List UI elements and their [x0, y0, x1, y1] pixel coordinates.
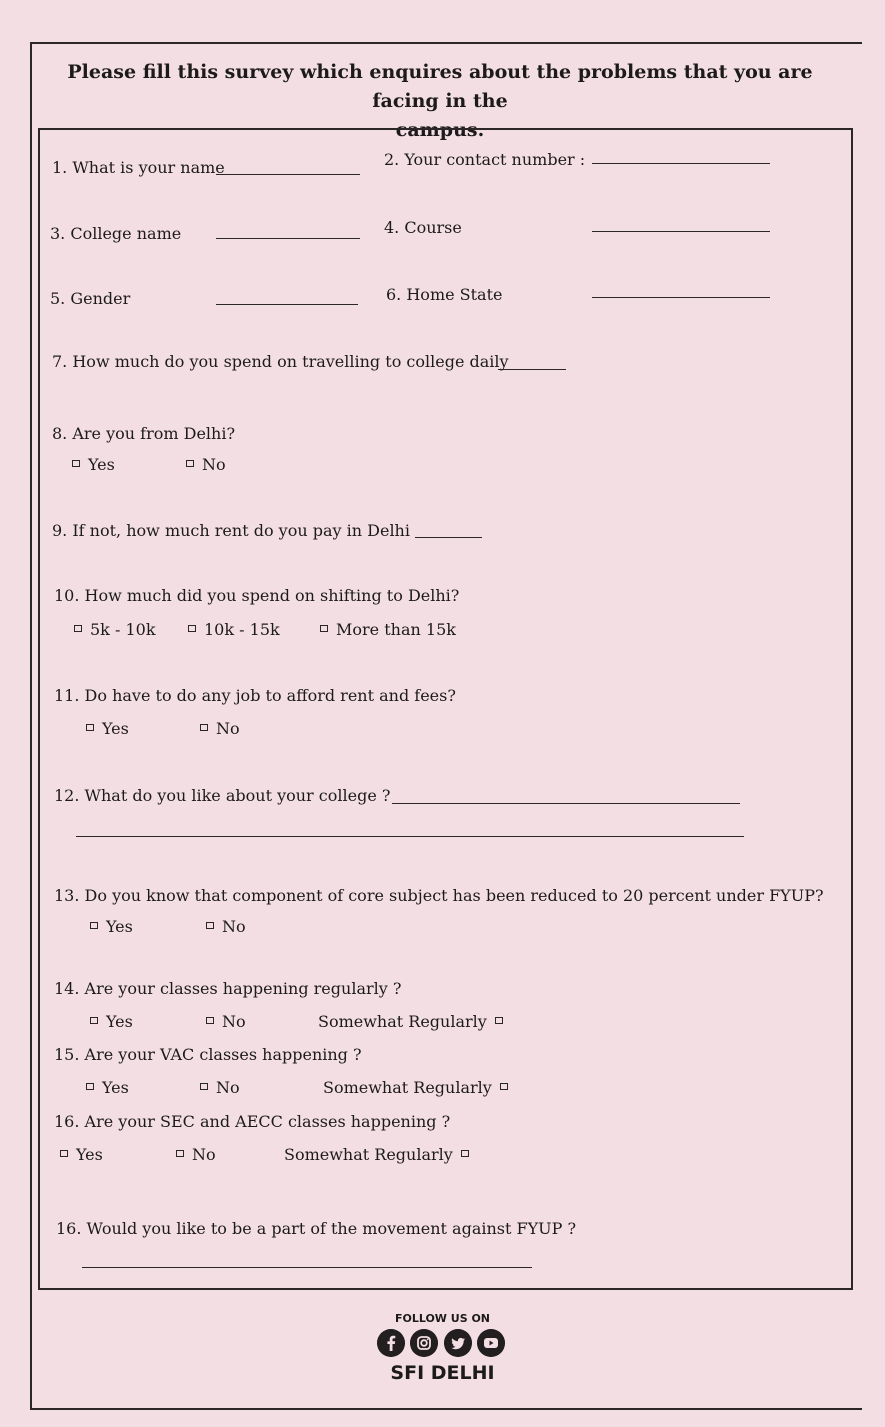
option-no[interactable]: No	[206, 917, 246, 936]
travel-cost-field[interactable]	[498, 369, 566, 370]
question-course: 4. Course	[384, 218, 462, 237]
question-join-movement: 16. Would you like to be a part of the movement against FYUP ?	[56, 1219, 577, 1238]
question-from-delhi: 8. Are you from Delhi?	[52, 424, 236, 443]
question-home-state: 6. Home State	[386, 285, 503, 304]
checkbox-icon	[188, 625, 196, 632]
option-no[interactable]: No	[176, 1145, 216, 1164]
question-college: 3. College name	[50, 224, 182, 243]
youtube-icon[interactable]	[477, 1329, 505, 1357]
option-yes[interactable]: Yes	[86, 1078, 129, 1097]
course-field[interactable]	[592, 231, 770, 232]
gender-field[interactable]	[216, 304, 358, 305]
rent-field[interactable]	[415, 537, 482, 538]
option-5k-10k[interactable]: 5k - 10k	[74, 620, 156, 639]
join-movement-field[interactable]	[82, 1267, 532, 1268]
option-somewhat-regularly[interactable]: Somewhat Regularly	[318, 1012, 503, 1031]
option-no[interactable]: No	[200, 1078, 240, 1097]
option-yes[interactable]: Yes	[60, 1145, 103, 1164]
contact-field[interactable]	[592, 163, 770, 164]
checkbox-icon	[500, 1083, 508, 1090]
checkbox-icon	[176, 1150, 184, 1157]
checkbox-icon	[206, 1017, 214, 1024]
checkbox-icon	[90, 1017, 98, 1024]
checkbox-icon	[200, 1083, 208, 1090]
option-no[interactable]: No	[206, 1012, 246, 1031]
option-yes[interactable]: Yes	[90, 917, 133, 936]
option-yes[interactable]: Yes	[90, 1012, 133, 1031]
question-contact: 2. Your contact number :	[384, 150, 586, 169]
checkbox-icon	[86, 1083, 94, 1090]
instagram-icon[interactable]	[410, 1329, 438, 1357]
checkbox-icon	[495, 1017, 503, 1024]
question-gender: 5. Gender	[50, 289, 131, 308]
checkbox-icon	[86, 724, 94, 731]
home-state-field[interactable]	[592, 297, 770, 298]
question-like-college: 12. What do you like about your college ?	[54, 786, 391, 805]
header-line-1: Please fill this survey which enquires about the problems that you are facing in the	[67, 61, 813, 112]
option-yes[interactable]: Yes	[72, 455, 115, 474]
question-name: 1. What is your name	[52, 158, 225, 177]
option-no[interactable]: No	[200, 719, 240, 738]
option-more-than-15k[interactable]: More than 15k	[320, 620, 456, 639]
option-10k-15k[interactable]: 10k - 15k	[188, 620, 280, 639]
checkbox-icon	[60, 1150, 68, 1157]
option-no[interactable]: No	[186, 455, 226, 474]
facebook-icon[interactable]	[377, 1329, 405, 1357]
checkbox-icon	[320, 625, 328, 632]
college-field[interactable]	[216, 238, 360, 239]
like-college-field-line-2[interactable]	[76, 836, 744, 837]
option-somewhat-regularly[interactable]: Somewhat Regularly	[284, 1145, 469, 1164]
question-classes-regular: 14. Are your classes happening regularly ?	[54, 979, 402, 998]
option-somewhat-regularly[interactable]: Somewhat Regularly	[323, 1078, 508, 1097]
checkbox-icon	[206, 922, 214, 929]
question-sec-aecc-classes: 16. Are your SEC and AECC classes happening ?	[54, 1112, 451, 1131]
question-vac-classes: 15. Are your VAC classes happening ?	[54, 1045, 362, 1064]
org-name: SFI DELHI	[390, 1362, 495, 1384]
checkbox-icon	[461, 1150, 469, 1157]
option-yes[interactable]: Yes	[86, 719, 129, 738]
checkbox-icon	[186, 460, 194, 467]
header-line-2: campus.	[395, 119, 485, 141]
follow-us-label: FOLLOW US ON	[394, 1312, 491, 1325]
checkbox-icon	[72, 460, 80, 467]
question-shifting-cost: 10. How much did you spend on shifting to Delhi?	[54, 586, 460, 605]
checkbox-icon	[74, 625, 82, 632]
twitter-icon[interactable]	[444, 1329, 472, 1357]
checkbox-icon	[200, 724, 208, 731]
like-college-field[interactable]	[392, 803, 740, 804]
question-core-subject: 13. Do you know that component of core subject has been reduced to 20 percent under FYUP?	[54, 886, 824, 905]
question-travel-cost: 7. How much do you spend on travelling to college daily	[52, 352, 509, 371]
question-rent: 9. If not, how much rent do you pay in Delhi	[52, 521, 410, 540]
name-field[interactable]	[216, 174, 360, 175]
checkbox-icon	[90, 922, 98, 929]
question-job: 11. Do have to do any job to afford rent and fees?	[54, 686, 456, 705]
